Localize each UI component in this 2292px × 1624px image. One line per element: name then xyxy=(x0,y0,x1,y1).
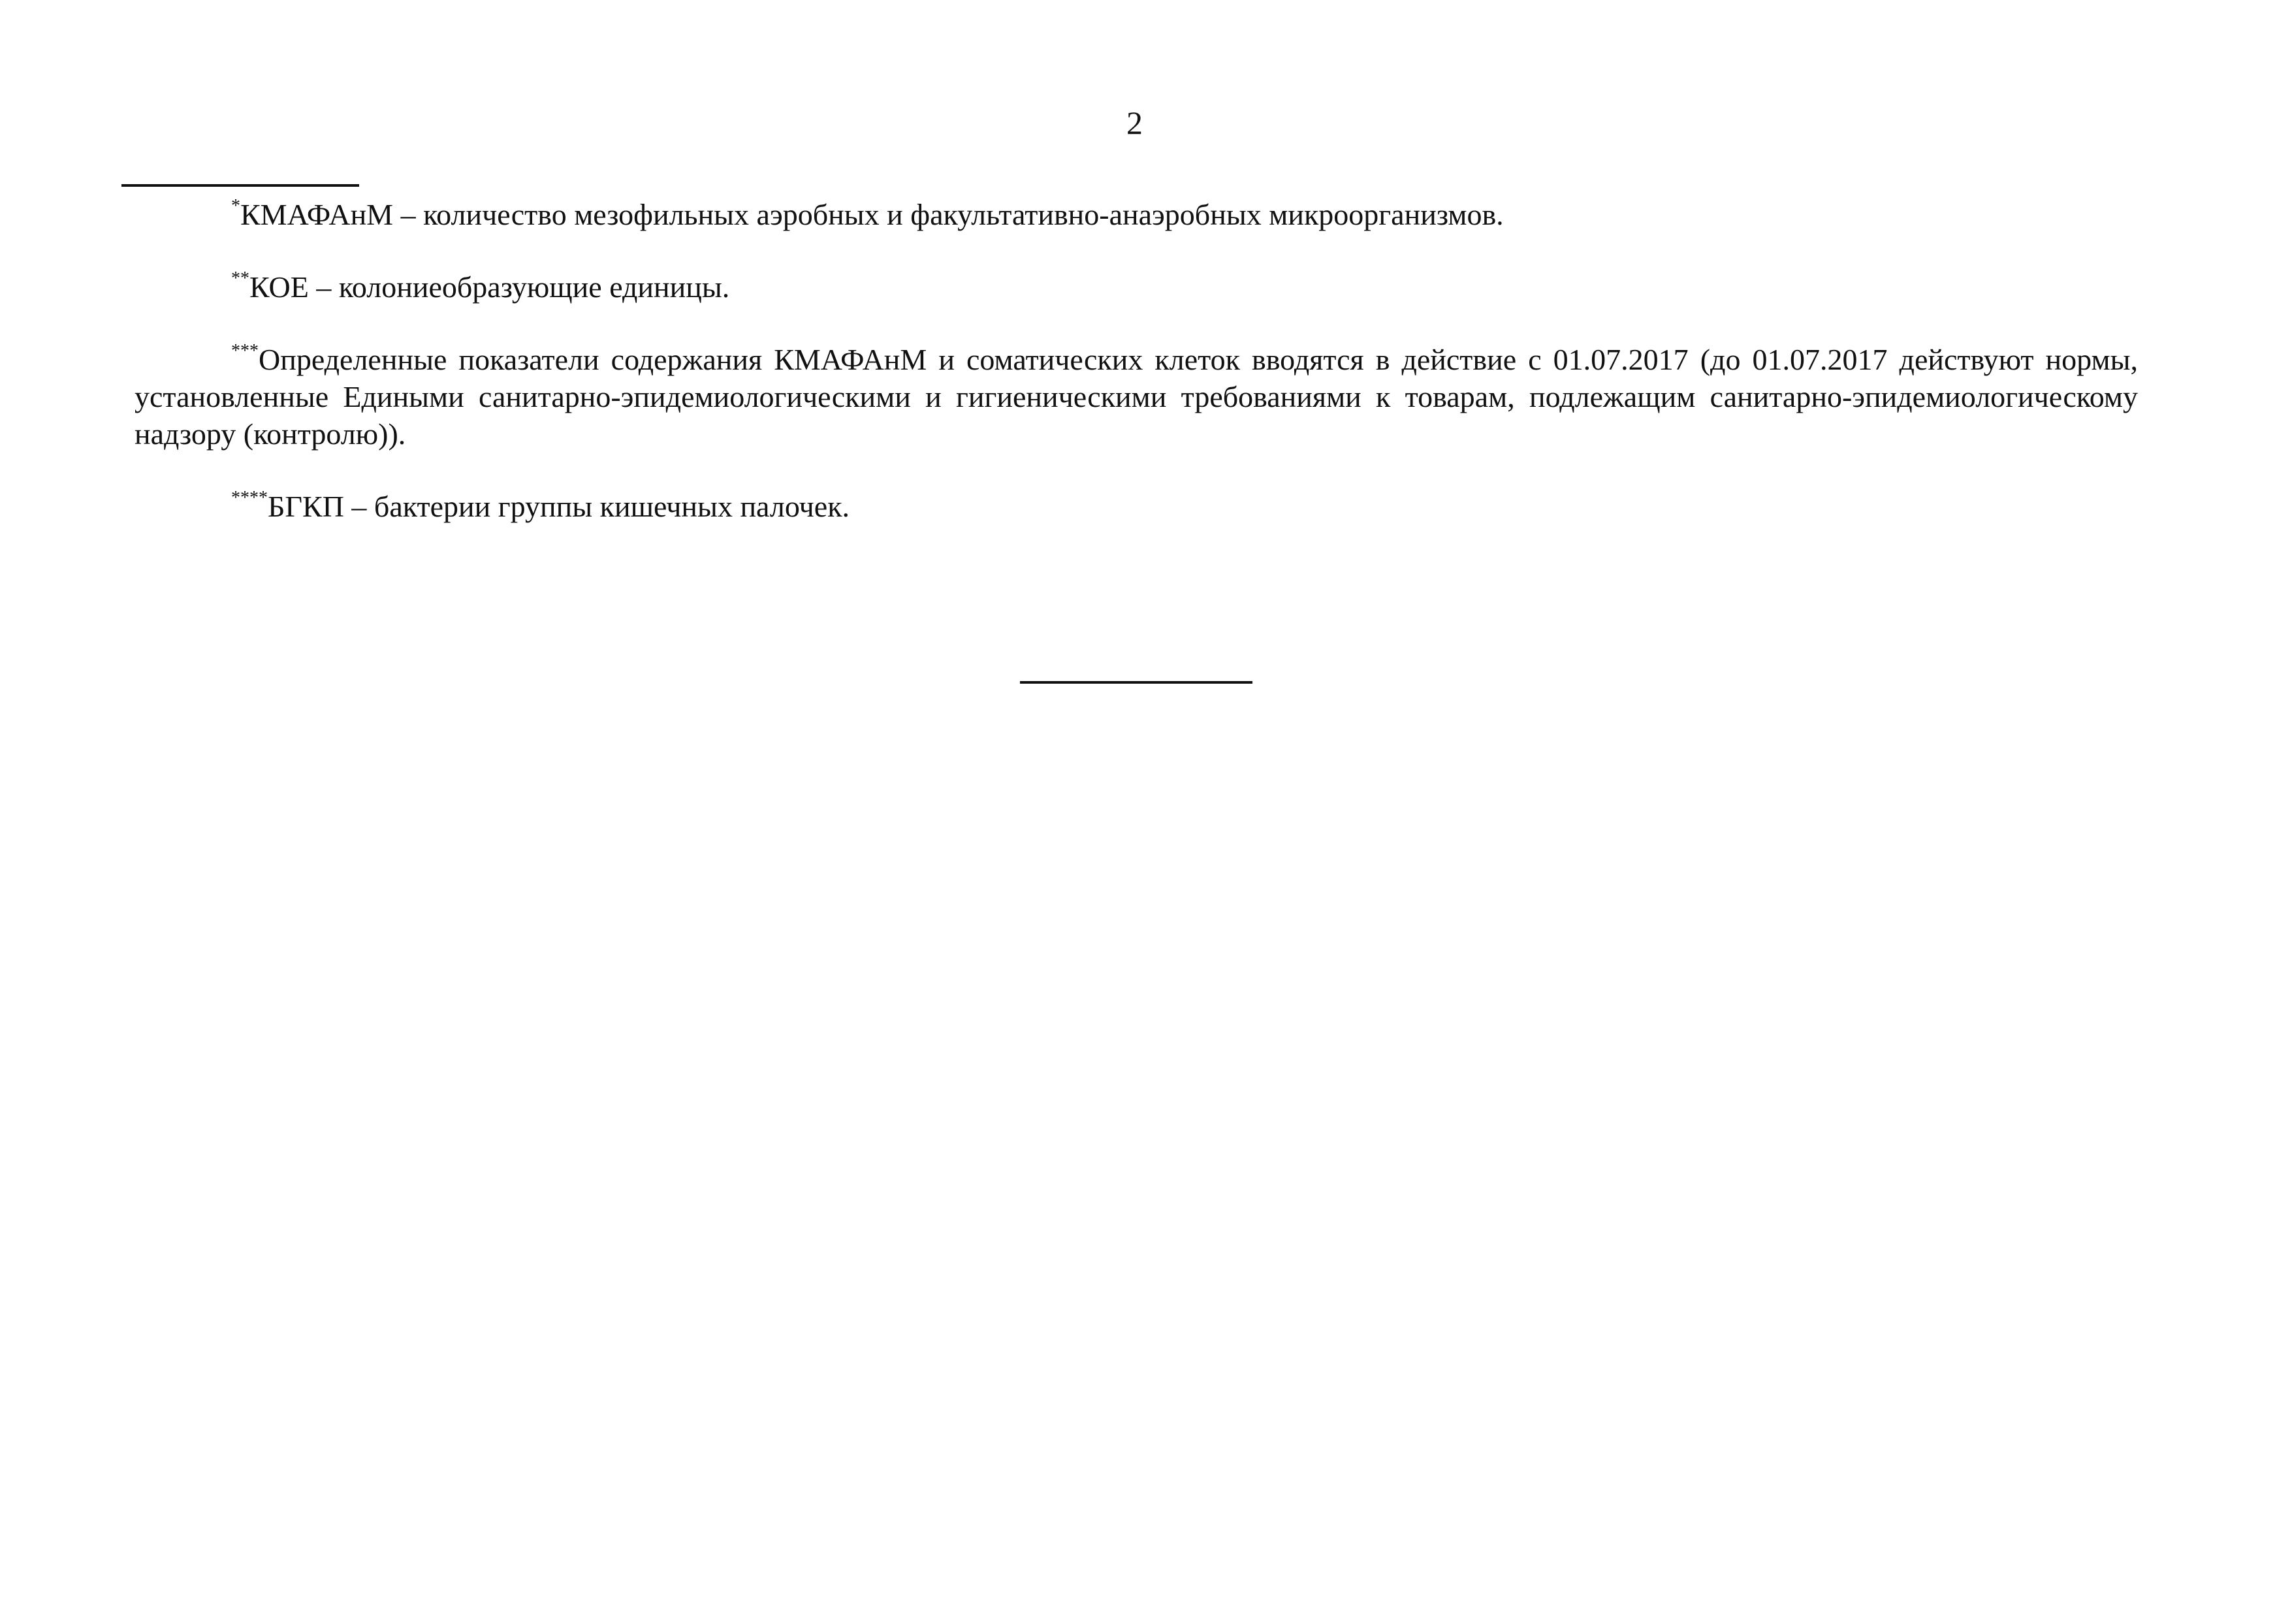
document-end-line xyxy=(1020,681,1252,684)
footnote-text: КМАФАнМ – количество мезофильных аэробных и факультативно-анаэробных микроорганизмов. xyxy=(240,198,1504,231)
footnote-kmafanm xyxy=(135,196,2138,233)
footnote-separator xyxy=(121,184,359,187)
footnote-marker: **** xyxy=(231,488,268,508)
footnotes-section xyxy=(135,196,2138,560)
footnote-marker: *** xyxy=(231,341,259,361)
footnote-koe xyxy=(135,268,2138,306)
page-number: 2 xyxy=(1126,104,1143,141)
footnote-bgkp xyxy=(135,488,2138,525)
footnote-text: Определенные показатели содержания КМАФАнМ и соматических клеток вводятся в действие с 01.07.2017 (до 01.07.2017 действуют нормы, установленные Едиными санитарно-эпидемиологическими и гигиеническими требованиями к товарам, подлежащим санитарно-эпидемиологическому надзору (контролю)). xyxy=(135,343,2138,451)
footnote-text: КОЕ – колониеобразующие единицы. xyxy=(249,270,730,304)
footnote-marker: * xyxy=(231,196,240,216)
footnote-effective-date xyxy=(135,341,2138,453)
footnote-marker: ** xyxy=(231,268,249,289)
footnote-text: БГКП – бактерии группы кишечных палочек. xyxy=(268,490,850,523)
